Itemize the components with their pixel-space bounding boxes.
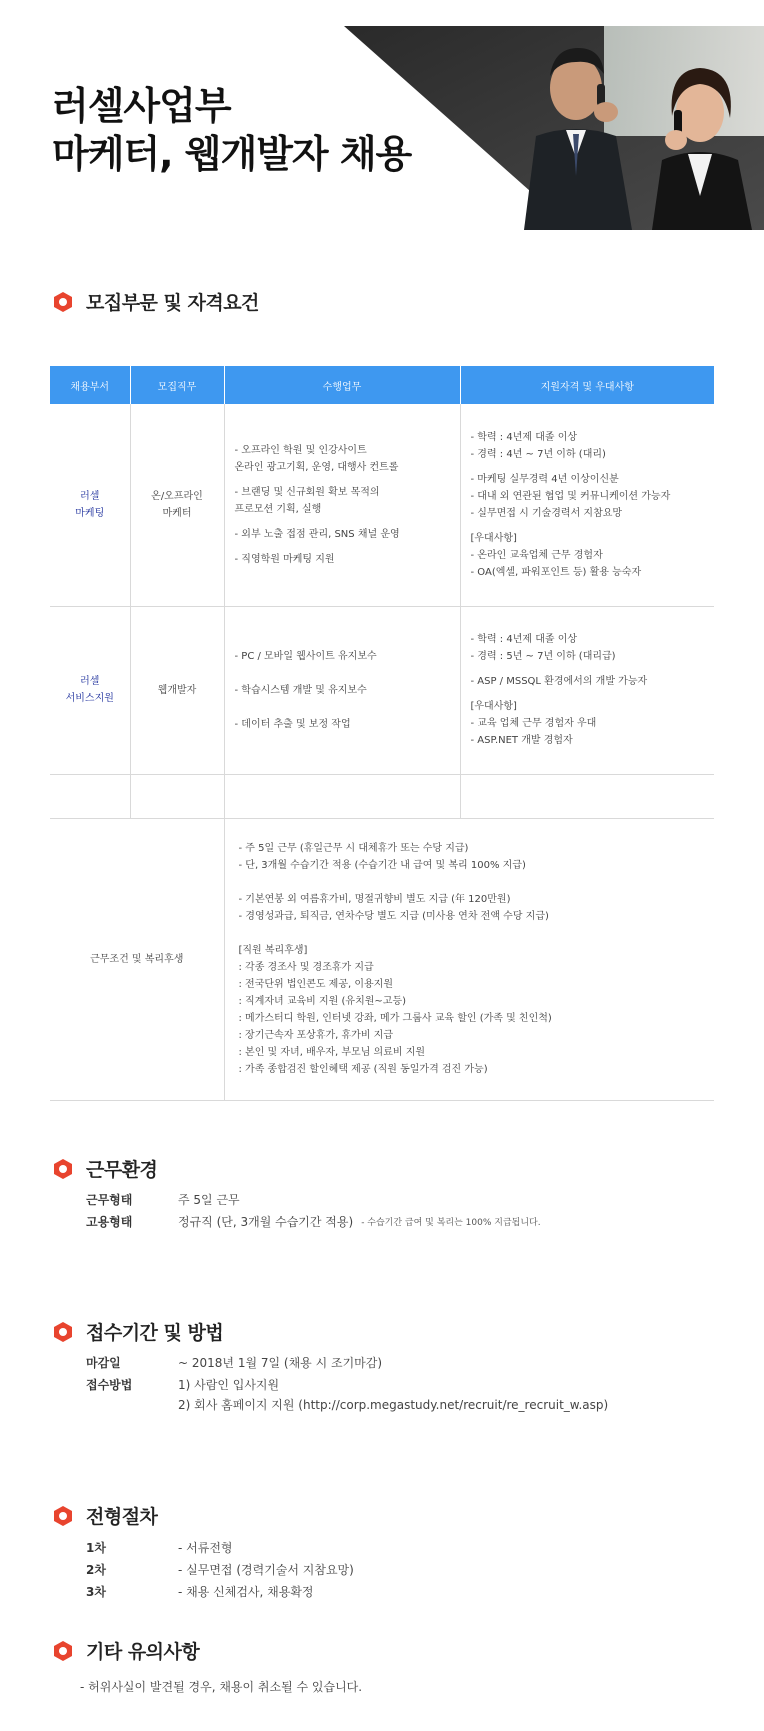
task-line: 온라인 광고기획, 운영, 대행사 컨트롤: [234, 461, 399, 473]
qual-line: - 경력 : 4년 ~ 7년 이하 (대리): [470, 448, 606, 460]
qual-line: - 대내 외 연관된 협업 및 커뮤니케이션 가능자: [470, 490, 671, 502]
qual-line: - 학력 : 4년제 대졸 이상: [470, 634, 578, 645]
welfare-line: [직원 복리후생]: [238, 945, 308, 956]
hero-banner: [0, 0, 764, 230]
qual-line: [우대사항]: [470, 701, 517, 712]
qual-line: - 온라인 교육업체 근무 경험자: [470, 549, 603, 561]
item-value: ~ 2018년 1월 7일 (채용 시 조기마감): [178, 1355, 383, 1370]
task-line: - 학습시스템 개발 및 유지보수: [234, 684, 367, 696]
table-row-empty: [50, 774, 714, 818]
qualifications-cell: [460, 606, 714, 774]
section-title: 근무환경: [86, 1159, 158, 1181]
item-key: 접수방법: [86, 1377, 133, 1392]
list-item: [86, 1580, 354, 1602]
list-item: [86, 1210, 541, 1232]
step-value: - 채용 신체검사, 채용확정: [178, 1584, 314, 1599]
welfare-line: - 경영성과급, 퇴직금, 연차수당 별도 지급 (미사용 연차 전액 수당 지급): [238, 911, 549, 922]
header-qualifications: 지원자격 및 우대사항: [460, 366, 714, 404]
item-key: 고용형태: [86, 1214, 133, 1229]
job-cell: [130, 606, 224, 774]
step-value: - 서류전형: [178, 1540, 233, 1555]
welfare-line: - 기본연봉 외 여름휴가비, 명절귀향비 별도 지급 (年 120만원): [238, 894, 511, 905]
qual-line: - OA(엑셀, 파워포인트 등) 활용 능숙자: [470, 566, 642, 578]
welfare-line: : 각종 경조사 및 경조휴가 지급: [238, 962, 374, 973]
qual-line: - 교육 업체 근무 경험자 우대: [470, 718, 597, 729]
step-key: 3차: [86, 1584, 106, 1599]
qual-line: [우대사항]: [470, 532, 517, 544]
table-row-marketing: [50, 404, 714, 606]
bullet-hexagon-icon: [52, 1321, 74, 1343]
welfare-line: - 주 5일 근무 (휴일근무 시 대체휴가 또는 수당 지급): [238, 843, 469, 854]
dept-line: 러셀: [80, 676, 100, 687]
item-note: - 수습기간 급여 및 복리는 100% 지급됩니다.: [361, 1217, 541, 1228]
table-row-welfare: [50, 818, 714, 1100]
welfare-label: 근무조건 및 복리후생: [50, 818, 224, 1100]
section-header-process: [52, 1502, 157, 1529]
section-title: 모집부문 및 자격요건: [86, 292, 259, 314]
item-value: 2) 회사 홈페이지 지원 (http://corp.megastudy.net/recruit/re_recruit_w.asp): [178, 1397, 609, 1412]
hero-photo: [344, 26, 764, 230]
section-header-application: [52, 1318, 223, 1345]
welfare-line: : 장기근속자 포상휴가, 휴가비 지급: [238, 1030, 394, 1041]
list-item: [86, 1374, 608, 1394]
tasks-cell: [224, 404, 460, 606]
task-line: 프로모션 기획, 실행: [234, 503, 322, 515]
qual-line: - 실무면접 시 기술경력서 지참요망: [470, 507, 623, 519]
dept-cell: [50, 606, 130, 774]
welfare-line: : 직계자녀 교육비 지원 (유치원~고등): [238, 996, 407, 1007]
list-item: [86, 1394, 608, 1414]
requirements-table: [50, 366, 714, 1101]
job-line: 온/오프라인: [151, 490, 203, 502]
step-value: - 실무면접 (경력기술서 지참요망): [178, 1562, 354, 1577]
task-line: - 오프라인 학원 및 인강사이트: [234, 444, 367, 456]
item-key: 근무형태: [86, 1192, 133, 1207]
tasks-cell: [224, 606, 460, 774]
section-header-notes: [52, 1637, 199, 1664]
notes-text: [80, 1675, 362, 1697]
task-line: - 외부 노출 접점 관리, SNS 채널 운영: [234, 528, 400, 540]
welfare-line: : 본인 및 자녀, 배우자, 부모님 의료비 지원: [238, 1047, 426, 1058]
dept-cell: [50, 404, 130, 606]
qualifications-cell: [460, 404, 714, 606]
bullet-hexagon-icon: [52, 1640, 74, 1662]
title-line-1: 러셀사업부: [52, 84, 231, 128]
section-header-requirements: [52, 288, 259, 315]
step-key: 2차: [86, 1562, 106, 1577]
bullet-hexagon-icon: [52, 1505, 74, 1527]
item-key: 마감일: [86, 1355, 121, 1370]
task-line: - 브랜딩 및 신규회원 확보 목적의: [234, 486, 380, 498]
job-line: 웹개발자: [157, 684, 197, 696]
application-list: [86, 1350, 608, 1414]
welfare-line: - 단, 3개월 수습기간 적용 (수습기간 내 급여 및 복리 100% 지급): [238, 860, 526, 871]
work-environment-list: [86, 1188, 541, 1232]
welfare-line: : 메가스터디 학원, 인터넷 강좌, 메가 그룹사 교육 할인 (가족 및 친인척): [238, 1013, 552, 1024]
note-line: - 허위사실이 발견될 경우, 채용이 취소될 수 있습니다.: [80, 1679, 363, 1694]
dept-line: 마케팅: [75, 507, 105, 519]
qual-line: - 마케팅 실무경력 4년 이상이신분: [470, 473, 619, 485]
qual-line: - ASP / MSSQL 환경에서의 개발 가능자: [470, 676, 648, 687]
welfare-line: : 가족 종합검진 할인혜택 제공 (직원 동일가격 검진 가능): [238, 1064, 488, 1075]
item-value: 정규직 (단, 3개월 수습기간 적용): [178, 1214, 354, 1229]
table-header-row: [50, 366, 714, 404]
qual-line: - ASP.NET 개발 경험자: [470, 735, 573, 746]
list-item: [86, 1350, 608, 1374]
job-line: 마케터: [162, 507, 192, 519]
title-line-2: 마케터, 웹개발자 채용: [52, 132, 412, 176]
dept-line: 서비스지원: [65, 693, 114, 704]
list-item: [86, 1558, 354, 1580]
qual-line: - 학력 : 4년제 대졸 이상: [470, 431, 578, 443]
job-cell: [130, 404, 224, 606]
bullet-hexagon-icon: [52, 1158, 74, 1180]
bullet-hexagon-icon: [52, 291, 74, 313]
section-title: 전형절차: [86, 1506, 158, 1528]
step-key: 1차: [86, 1540, 106, 1555]
dept-line: 러셀: [80, 490, 100, 502]
qual-line: - 경력 : 5년 ~ 7년 이하 (대리급): [470, 651, 616, 662]
item-value: 1) 사람인 입사지원: [178, 1377, 280, 1392]
welfare-cell: [224, 818, 714, 1100]
welfare-line: : 전국단위 법인콘도 제공, 이용지원: [238, 979, 394, 990]
header-department: 채용부서: [50, 366, 130, 404]
list-item: [86, 1188, 541, 1210]
item-value: 주 5일 근무: [178, 1192, 240, 1207]
task-line: - PC / 모바일 웹사이트 유지보수: [234, 650, 377, 662]
list-item: [86, 1536, 354, 1558]
table-row-web-developer: [50, 606, 714, 774]
task-line: - 데이터 추출 및 보정 작업: [234, 718, 351, 730]
header-tasks: 수행업무: [224, 366, 460, 404]
process-list: [86, 1536, 354, 1602]
section-header-work-environment: [52, 1155, 157, 1182]
task-line: - 직영학원 마케팅 지원: [234, 553, 335, 565]
section-title: 기타 유의사항: [86, 1641, 200, 1663]
section-title: 접수기간 및 방법: [86, 1322, 224, 1344]
header-job: 모집직무: [130, 366, 224, 404]
